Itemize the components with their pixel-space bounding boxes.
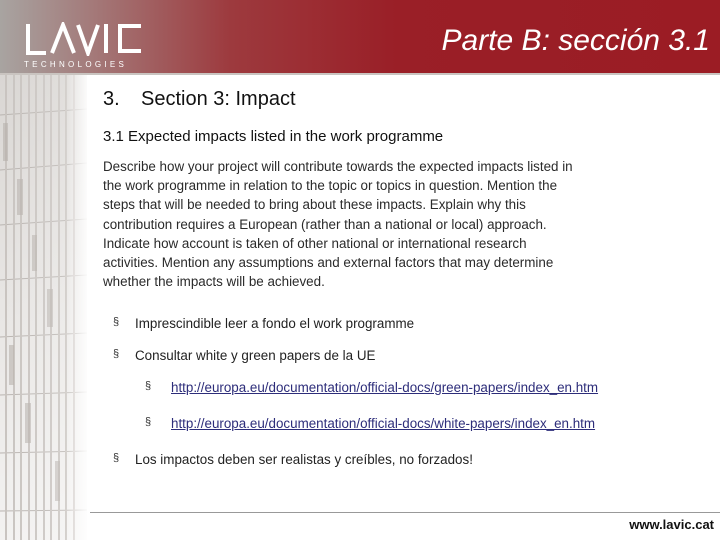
sidebar-photo [0,75,87,540]
header-divider [0,73,720,75]
bullet-marker: § [145,380,152,392]
description-paragraph [103,157,663,291]
description-line: whether the impacts will be achieved. [103,274,325,290]
bullet-text: Los impactos deben ser realistas y creíbles, no forzados! [135,452,473,467]
description-line: activities. Mention any assumptions and external factors that may determine [103,255,554,271]
logo-subtext: TECHNOLOGIES [24,60,128,69]
white-papers-link[interactable]: http://europa.eu/documentation/official-docs/white-papers/index_en.htm [171,416,596,431]
footer-website: www.lavic.cat [629,517,714,532]
section-title: Section 3: Impact [141,88,296,110]
slide-title: Parte B: sección 3.1 [441,24,710,57]
bullet-marker: § [145,416,152,428]
bullet-text: Consultar white y green papers de la UE [135,348,376,363]
lavic-logo [24,22,154,70]
footer-divider [90,512,720,513]
library-shelves-image [0,75,87,540]
bullet-marker: § [113,316,120,328]
description-line: steps that will be needed to bring about these impacts. Explain why this [103,197,526,213]
bullet-marker: § [113,348,120,360]
description-line: Indicate how account is taken of other national or international research [103,235,527,251]
description-line: Describe how your project will contribute towards the expected impacts listed in [103,159,573,174]
header-banner [0,0,720,73]
lavic-logo-mark [24,22,144,56]
bullet-marker: § [113,452,120,464]
description-line: contribution requires a European (rather than a national or local) approach. [103,216,547,232]
subsection-heading: 3.1 Expected impacts listed in the work programme [103,128,444,145]
bullet-text: Imprescindible leer a fondo el work programme [135,316,415,331]
section-heading [103,88,296,111]
section-number: 3. [103,88,120,110]
green-papers-link[interactable]: http://europa.eu/documentation/official-docs/green-papers/index_en.htm [171,380,599,395]
description-line: the work programme in relation to the topic or topics in question. Mention the [103,178,558,194]
